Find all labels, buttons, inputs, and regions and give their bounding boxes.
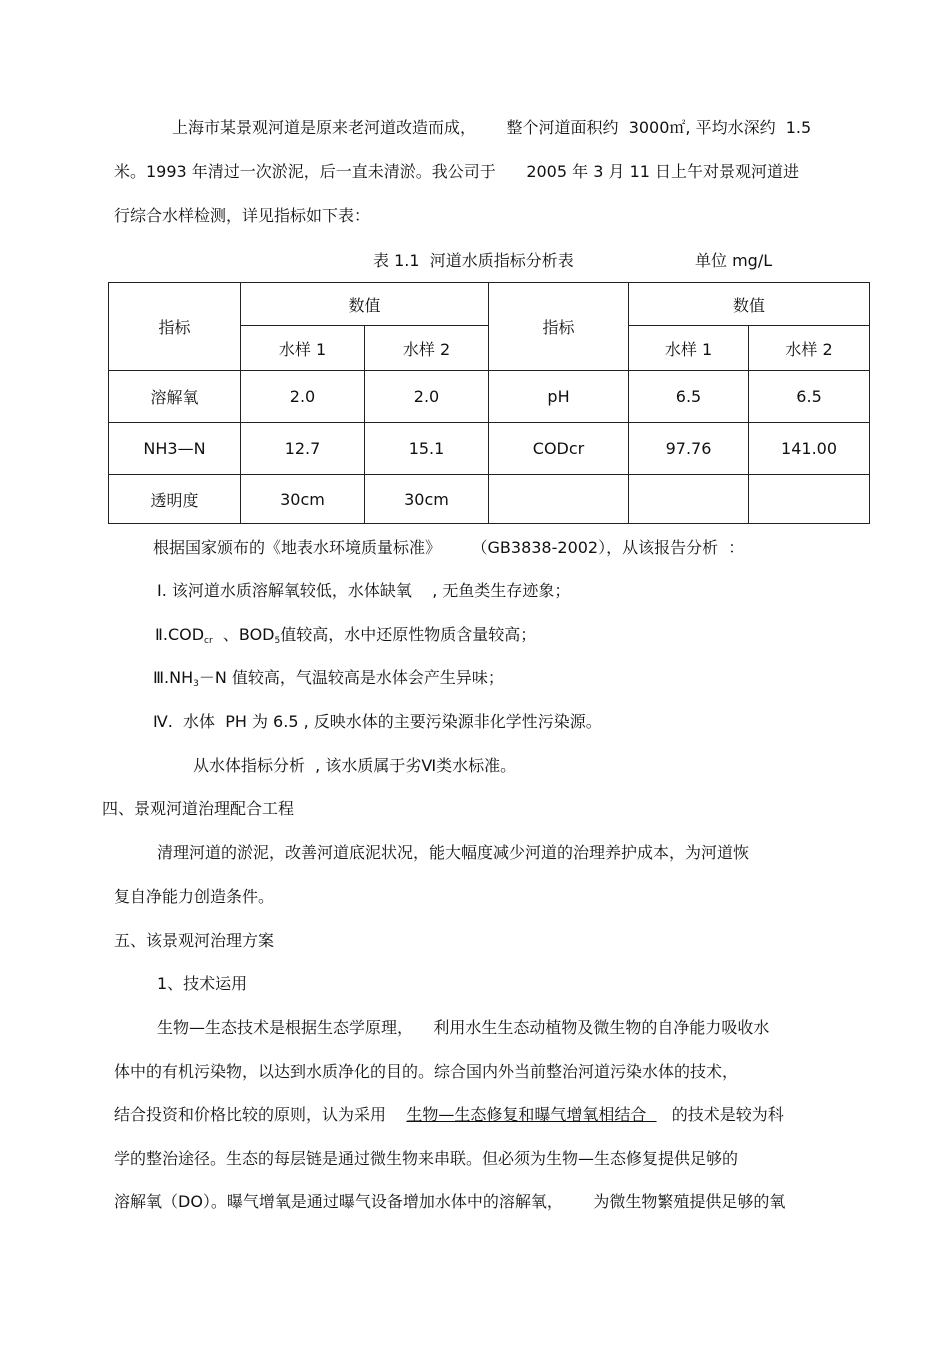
section-5-para-1: 生物—生态技术是根据生态学原理， 利用水生生态动植物及微生物的自净能力吸收水	[157, 1018, 770, 1037]
section-5-para-3: 结合投资和价格比较的原则，认为采用 生物—生态修复和曝气增氧相结合 的技术是较为科	[114, 1105, 784, 1124]
section-5-subheading: 1、技术运用	[157, 974, 248, 993]
cell-left-name: 溶解氧	[109, 371, 241, 423]
analysis-item-4: Ⅳ. 水体 PH 为 6.5 , 反映水体的主要污染源非化学性污染源。	[153, 712, 602, 731]
cell-right-v1	[629, 475, 749, 524]
cell-right-v2: 141.00	[749, 423, 870, 475]
section-4-para-2: 复自净能力创造条件。	[114, 887, 275, 906]
section-5-heading: 五、该景观河治理方案	[114, 931, 275, 950]
water-quality-table	[108, 282, 870, 524]
cell-left-name: NH3—N	[109, 423, 241, 475]
cell-right-v2	[749, 475, 870, 524]
cell-right-name: pH	[489, 371, 629, 423]
analysis-item-3: $Ⅲ.NH_3-N$ 值较高，气温较高是水体会产生异味；	[153, 668, 504, 689]
cell-right-name	[489, 475, 629, 524]
cell-left-name: 透明度	[109, 475, 241, 524]
header-sample-1-right: 水样 1	[629, 326, 749, 371]
header-indicator-left: 指标	[109, 283, 241, 371]
analysis-intro: 根据国家颁布的《地表水环境质量标准》 （GB3838-2002），从该报告分析 ：	[153, 538, 745, 557]
cell-left-v1: 12.7	[241, 423, 365, 475]
analysis-conclusion: 从水体指标分析 , 该水质属于劣Ⅵ类水标准。	[193, 756, 517, 775]
section-4-heading: 四、景观河道治理配合工程	[102, 799, 295, 818]
intro-line-2: 米。1993 年清过一次淤泥，后一直未清淤。我公司于 2005 年 3 月 11 日上午对景观河道进	[114, 162, 800, 181]
analysis-item-2: $Ⅱ.COD_{cr}$ 、$BOD_5$值较高，水中还原性物质含量较高；	[155, 625, 537, 646]
header-sample-1-left: 水样 1	[241, 326, 365, 371]
cell-left-v2: 30cm	[365, 475, 489, 524]
section-4-para-1: 清理河道的淤泥，改善河道底泥状况，能大幅度减少河道的治理养护成本，为河道恢	[157, 843, 750, 862]
section-5-para-2: 体中的有机污染物，以达到水质净化的目的。综合国内外当前整治河道污染水体的技术，	[114, 1062, 739, 1081]
header-sample-2-right: 水样 2	[749, 326, 870, 371]
cell-left-v2: 15.1	[365, 423, 489, 475]
table-row	[109, 475, 870, 524]
cell-left-v2: 2.0	[365, 371, 489, 423]
cell-right-v1: 97.76	[629, 423, 749, 475]
cell-left-v1: 2.0	[241, 371, 365, 423]
table-caption: 表 1.1 河道水质指标分析表	[373, 251, 574, 270]
cell-left-v1: 30cm	[241, 475, 365, 524]
cell-right-v1: 6.5	[629, 371, 749, 423]
intro-line-3: 行综合水样检测，详见指标如下表：	[114, 206, 371, 225]
section-5-para-4: 学的整治途径。生态的每层链是通过微生物来串联。但必须为生物—生态修复提供足够的	[114, 1149, 739, 1168]
header-sample-2-left: 水样 2	[365, 326, 489, 371]
table-unit: 单位 mg/L	[695, 251, 773, 270]
header-indicator-right: 指标	[489, 283, 629, 371]
analysis-item-1: Ⅰ. 该河道水质溶解氧较低，水体缺氧 , 无鱼类生存迹象；	[157, 581, 571, 600]
table-row	[109, 423, 870, 475]
section-5-para-5: 溶解氧（DO）。曝气增氧是通过曝气设备增加水体中的溶解氧， 为微生物繁殖提供足够的氧	[114, 1192, 786, 1211]
header-value-left: 数值	[241, 283, 489, 326]
table-row	[109, 371, 870, 423]
header-value-right: 数值	[629, 283, 870, 326]
cell-right-name: CODcr	[489, 423, 629, 475]
cell-right-v2: 6.5	[749, 371, 870, 423]
intro-line-1: 上海市某景观河道是原来老河道改造而成， 整个河道面积约 3000㎡, 平均水深约 1.5	[172, 118, 812, 137]
